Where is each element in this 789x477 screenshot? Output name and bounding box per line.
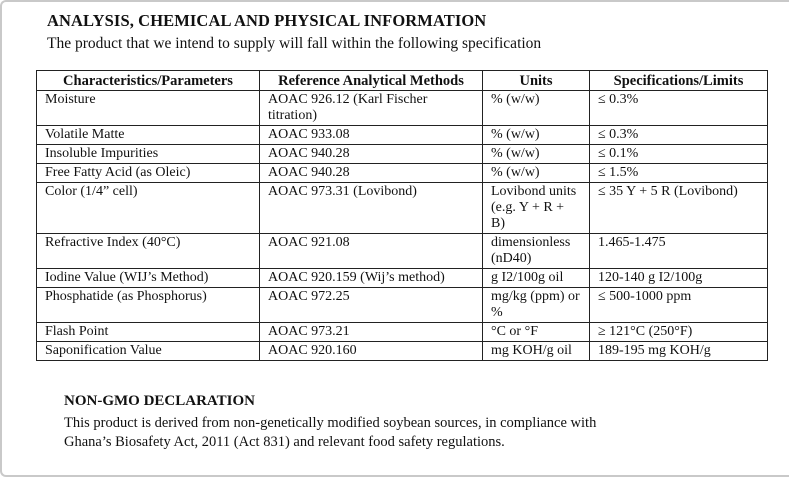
cell-limit: ≤ 0.3% [590,126,768,145]
cell-units: mg/kg (ppm) or % [483,288,590,323]
cell-method: AOAC 940.28 [260,145,483,164]
specification-table [36,70,768,361]
cell-units: dimensionless (nD40) [483,234,590,269]
table-row [37,126,768,145]
cell-parameter: Free Fatty Acid (as Oleic) [37,164,260,183]
header-parameters: Characteristics/Parameters [37,71,260,91]
cell-limit: 1.465-1.475 [590,234,768,269]
header-methods: Reference Analytical Methods [260,71,483,91]
cell-units: % (w/w) [483,145,590,164]
non-gmo-title: NON-GMO DECLARATION [64,393,255,409]
cell-units: % (w/w) [483,164,590,183]
cell-units: g I2/100g oil [483,269,590,288]
cell-limit: 120-140 g I2/100g [590,269,768,288]
non-gmo-line-1: This product is derived from non-genetically modified soybean sources, in compliance with [64,415,597,431]
non-gmo-text [64,414,704,452]
header-units: Units [483,71,590,91]
cell-limit: ≤ 500-1000 ppm [590,288,768,323]
cell-parameter: Saponification Value [37,342,260,361]
cell-units: % (w/w) [483,91,590,126]
table-row [37,342,768,361]
cell-parameter: Moisture [37,91,260,126]
cell-method: AOAC 972.25 [260,288,483,323]
table-row [37,288,768,323]
table-row [37,91,768,126]
table-row [37,164,768,183]
table-row [37,269,768,288]
section-title: ANALYSIS, CHEMICAL AND PHYSICAL INFORMATION [47,11,487,30]
cell-limit: ≤ 0.3% [590,91,768,126]
cell-method: AOAC 920.160 [260,342,483,361]
cell-parameter: Refractive Index (40°C) [37,234,260,269]
cell-method: AOAC 973.21 [260,323,483,342]
cell-units: Lovibond units (e.g. Y + R + B) [483,183,590,234]
table-row [37,183,768,234]
header-limits: Specifications/Limits [590,71,768,91]
cell-parameter: Insoluble Impurities [37,145,260,164]
cell-units: mg KOH/g oil [483,342,590,361]
table-row [37,323,768,342]
cell-method: AOAC 933.08 [260,126,483,145]
table-header-row [37,71,768,91]
table-row [37,234,768,269]
cell-limit: ≤ 1.5% [590,164,768,183]
cell-parameter: Volatile Matte [37,126,260,145]
non-gmo-line-2: Ghana’s Biosafety Act, 2011 (Act 831) and relevant food safety regulations. [64,434,505,450]
cell-units: °C or °F [483,323,590,342]
section-subtitle: The product that we intend to supply will fall within the following specification [47,35,542,52]
cell-limit: ≤ 0.1% [590,145,768,164]
cell-method: AOAC 940.28 [260,164,483,183]
cell-parameter: Iodine Value (WIJ’s Method) [37,269,260,288]
cell-units: % (w/w) [483,126,590,145]
table-row [37,145,768,164]
cell-method: AOAC 926.12 (Karl Fischer titration) [260,91,483,126]
cell-parameter: Flash Point [37,323,260,342]
cell-limit: 189-195 mg KOH/g [590,342,768,361]
cell-method: AOAC 921.08 [260,234,483,269]
cell-limit: ≤ 35 Y + 5 R (Lovibond) [590,183,768,234]
cell-method: AOAC 973.31 (Lovibond) [260,183,483,234]
cell-limit: ≥ 121°C (250°F) [590,323,768,342]
cell-parameter: Color (1/4” cell) [37,183,260,234]
cell-parameter: Phosphatide (as Phosphorus) [37,288,260,323]
cell-method: AOAC 920.159 (Wij’s method) [260,269,483,288]
